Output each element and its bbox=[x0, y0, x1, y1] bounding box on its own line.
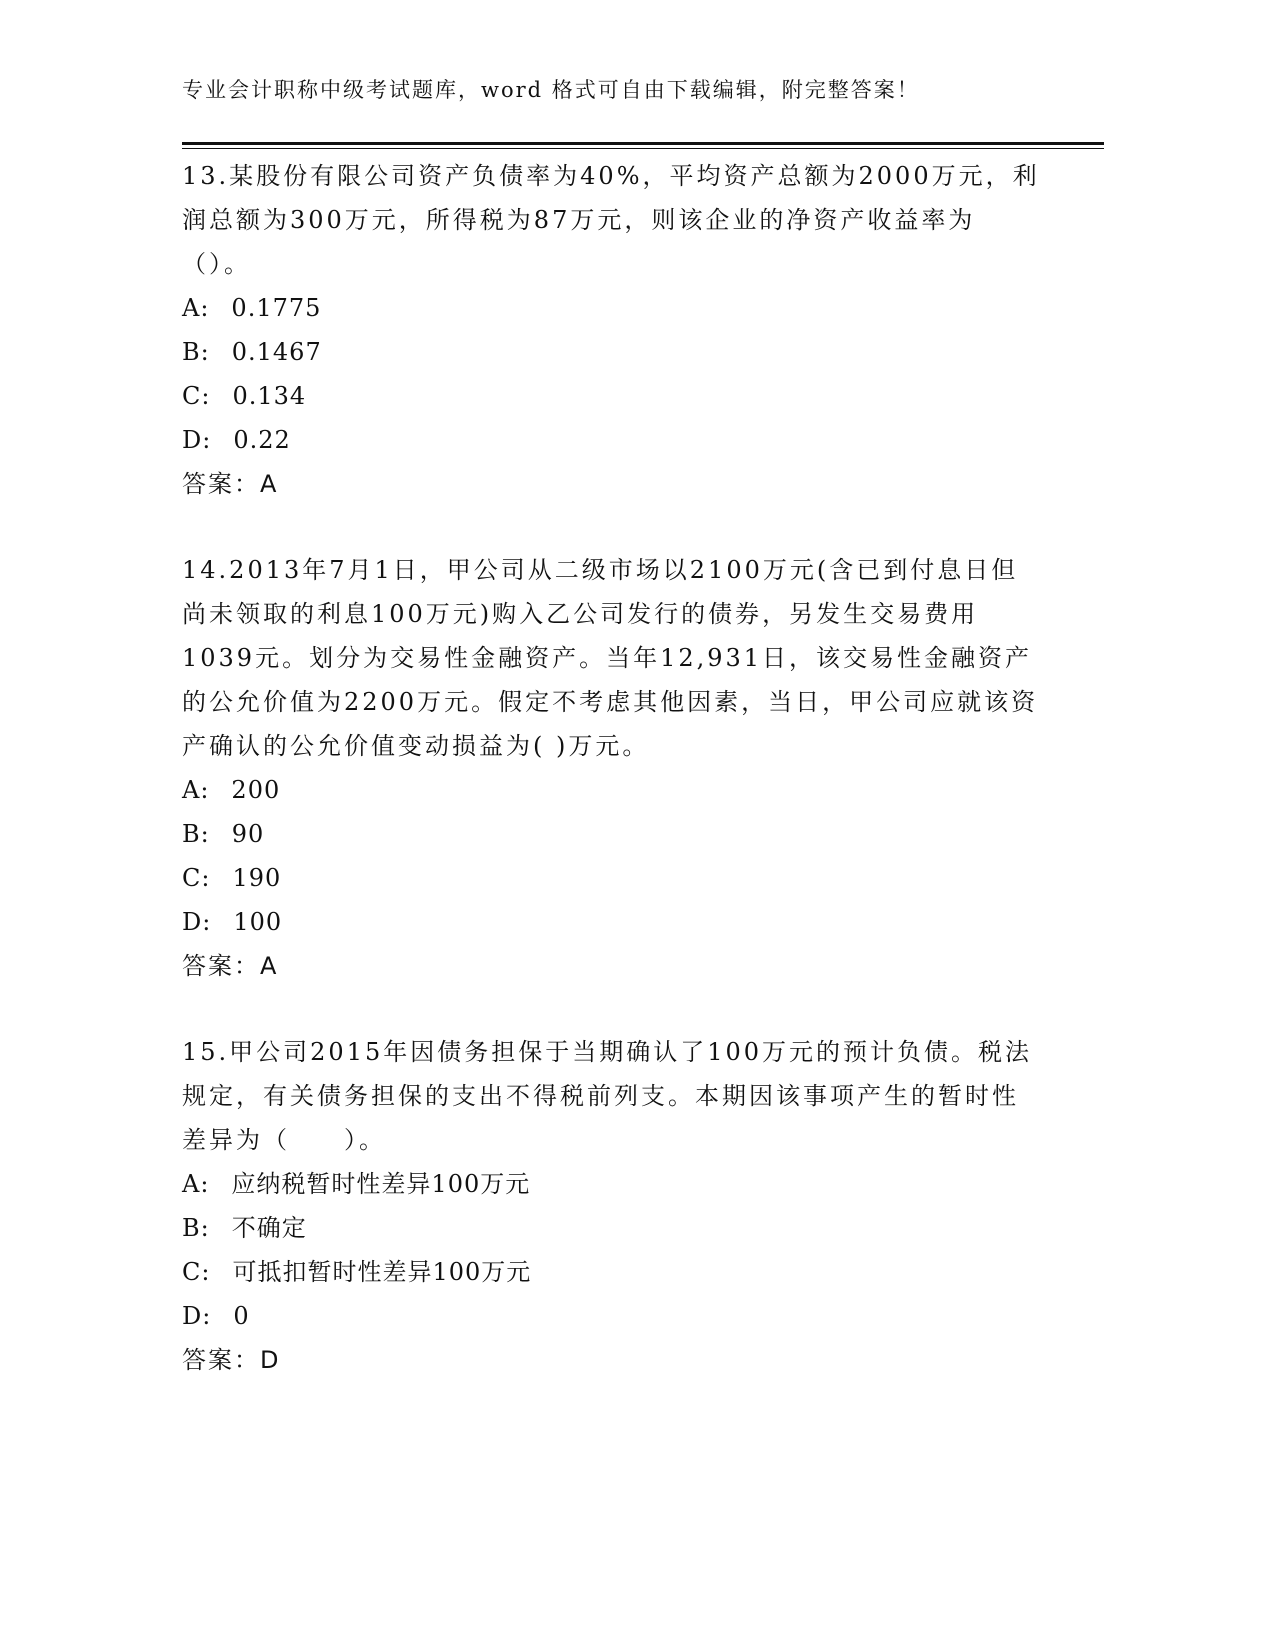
option-b bbox=[182, 330, 1042, 374]
option-value: 190 bbox=[232, 864, 282, 892]
option-value: 0.134 bbox=[232, 382, 307, 410]
question-text: 14.2013年7月1日，甲公司从二级市场以2100万元(含已到付息日但尚未领取的利息100万元)购入乙公司发行的债券，另发生交易费用1039元。划分为交易性金融资产。当年12,931日，该交易性金融资产的公允价值为2200万元。假定不考虑其他因素，当日，甲公司应就该资产确认的公允价值变动损益为( )万元。 bbox=[182, 556, 1039, 760]
option-d bbox=[182, 418, 1042, 462]
option-value: 100 bbox=[233, 908, 283, 936]
option-b bbox=[182, 812, 1042, 856]
option-d bbox=[182, 1294, 1042, 1338]
option-value: 0.1467 bbox=[231, 338, 322, 366]
question-text: 15.甲公司2015年因债务担保于当期确认了100万元的预计负债。税法规定，有关债务担保的支出不得税前列支。本期因该事项产生的暂时性差异为（ ）。 bbox=[182, 1038, 1033, 1154]
option-key: D: bbox=[182, 426, 212, 454]
option-value: 90 bbox=[231, 820, 265, 848]
option-key: A: bbox=[182, 294, 210, 322]
option-value: 0.22 bbox=[233, 426, 291, 454]
option-value: 200 bbox=[231, 776, 281, 804]
option-b bbox=[182, 1206, 1042, 1250]
header-rule-thin bbox=[182, 148, 1104, 149]
question-14 bbox=[182, 548, 1042, 988]
page-header: 专业会计职称中级考试题库，word 格式可自由下载编辑，附完整答案！ bbox=[182, 78, 920, 102]
option-key: C: bbox=[182, 864, 211, 892]
question-list bbox=[182, 154, 1042, 1382]
option-a bbox=[182, 768, 1042, 812]
option-d bbox=[182, 900, 1042, 944]
option-key: D: bbox=[182, 1302, 212, 1330]
question-text: 13.某股份有限公司资产负债率为40%，平均资产总额为2000万元，利润总额为300万元，所得税为87万元，则该企业的净资产收益率为（）。 bbox=[182, 162, 1040, 278]
option-value: 不确定 bbox=[231, 1214, 307, 1242]
option-a bbox=[182, 1162, 1042, 1206]
option-key: A: bbox=[182, 1170, 210, 1198]
option-value: 可抵扣暂时性差异100万元 bbox=[232, 1258, 532, 1286]
option-key: B: bbox=[182, 1214, 210, 1242]
question-15 bbox=[182, 1030, 1042, 1382]
option-c bbox=[182, 374, 1042, 418]
option-key: A: bbox=[182, 776, 210, 804]
option-key: C: bbox=[182, 1258, 211, 1286]
option-key: C: bbox=[182, 382, 211, 410]
option-value: 0.1775 bbox=[231, 294, 322, 322]
option-key: D: bbox=[182, 908, 212, 936]
option-c bbox=[182, 856, 1042, 900]
option-key: B: bbox=[182, 338, 210, 366]
answer-line: 答案：A bbox=[182, 470, 279, 498]
option-c bbox=[182, 1250, 1042, 1294]
answer-line: 答案：A bbox=[182, 952, 279, 980]
option-value: 应纳税暂时性差异100万元 bbox=[231, 1170, 531, 1198]
answer-line: 答案：D bbox=[182, 1346, 281, 1374]
option-value: 0 bbox=[233, 1302, 250, 1330]
option-key: B: bbox=[182, 820, 210, 848]
question-13 bbox=[182, 154, 1042, 506]
option-a bbox=[182, 286, 1042, 330]
header-rule-thick bbox=[182, 142, 1104, 145]
